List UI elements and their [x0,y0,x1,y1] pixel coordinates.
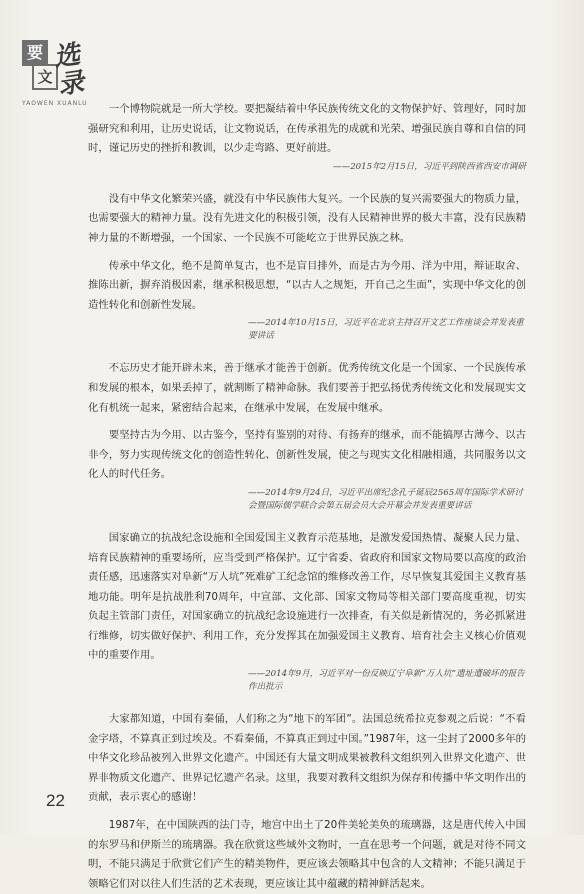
paragraph: 1987年，在中国陕西的法门寺，地宫中出土了20件美轮美奂的琉璃器，这是唐代传入中国的东罗马和伊斯兰的琉璃器。我在欣赏这些域外文物时，一直在思考一个问题，就是对待不同文明，不能只满足于欣赏它们产生的精美物件，更应该去领略其中包含的人文精神；不能只满足于领略它们对以往人们生活的艺术表现，更应该让其中蕴藏的精神鲜活起来。 [88,819,526,890]
excerpt [88,190,526,344]
excerpt [88,529,526,694]
excerpt [88,710,526,894]
source-attribution: ——2014年9月24日，习近平出席纪念孔子诞辰2565周年国际学术研讨会暨国际儒学联合会第五届会员大会开幕会并发表重要讲话 [248,487,523,511]
excerpt [88,100,526,174]
paragraph: 一个博物院就是一所大学校。要把凝结着中华民族传统文化的文物保护好、管理好，同时加强研究和利用，让历史说话，让文物说话，在传承祖先的成就和光荣、增强民族自尊和自信的同时，谨记历史的挫折和教训，以少走弯路、更好前进。 [88,103,526,155]
paragraph: 大家都知道，中国有秦俑，人们称之为“地下的军团”。法国总统希拉克参观之后说：“不看金字塔，不算真正到过埃及。不看秦俑，不算真正到过中国。”1987年，这一尘封了2000多年的中华文化珍品被列入世界文化遗产。中国还有大量文明成果被教科文组织列入世界文化遗产、世界非物质文化遗产、世界记忆遗产名录。这里，我要对教科文组织为保存和传播中华文明作出的贡献，表示衷心的感谢！ [88,713,526,804]
paragraph: 不忘历史才能开辟未来，善于继承才能善于创新。优秀传统文化是一个国家、一个民族传承和发展的根本，如果丢掉了，就割断了精神命脉。我们要善于把弘扬优秀传统文化和发展现实文化有机统一起来，紧密结合起来，在继承中发展，在发展中继承。 [88,362,526,414]
source-attribution: ——2014年10月15日，习近平在北京主持召开文艺工作座谈会并发表重要讲话 [248,318,524,342]
paragraph: 传承中华文化，绝不是简单复古，也不是盲目排外，而是古为今用、洋为中用，辩证取舍、推陈出新，摒弃消极因素，继承积极思想，“以古人之规矩，开自己之生面”，实现中华文化的创造性转化和创新性发展。 [88,259,526,311]
excerpt [88,359,526,513]
logo-char-2: 文 [32,64,58,90]
paragraph: 没有中华文化繁荣兴盛，就没有中华民族伟大复兴。一个民族的复兴需要强大的物质力量，也需要强大的精神力量。没有先进文化的积极引领，没有人民精神世界的极大丰富，没有民族精神力量的不断增强，一个国家、一个民族不可能屹立于世界民族之林。 [88,192,526,244]
logo-english: YAOWEN XUANLU [22,100,88,107]
paragraph: 国家确立的抗战纪念设施和全国爱国主义教育示范基地，是激发爱国热情、凝聚人民力量、培育民族精神的重要场所，应当受到严格保护。辽宁省委、省政府和国家文物局要以高度的政治责任感，迅速落实对阜新“万人坑”死难矿工纪念馆的维修改善工作，尽早恢复其爱国主义教育基地功能。明年是抗战胜利70周年，中宣部、文化部、国家文物局等相关部门要高度重视，切实负起主管部门责任，对国家确立的抗战纪念设施进行一次排查，有关似是新情况的，务必抓紧进行维修，切实做好保护、利用工作，充分发挥其在加强爱国主义教育、培育社会主义核心价值观中的重要作用。 [88,531,526,662]
section-logo [22,40,56,98]
logo-char-1: 要 [22,40,48,66]
source-attribution: ——2014年9月，习近平对一份反映辽宁阜新“万人坑”遗址遭破坏的报告作出批示 [248,669,525,693]
logo-calligraphy: 选录 [52,39,86,101]
page-number: 22 [46,791,65,810]
source-attribution: ——2015年2月15日，习近平到陕西省西安市调研 [333,161,526,172]
article-body [88,100,526,894]
paragraph: 要坚持古为今用、以古鉴今，坚持有鉴别的对待、有扬弃的继承，而不能搞厚古薄今、以古非今，努力实现传统文化的创造性转化、创新性发展，使之与现实文化相融相通，共同服务以文化人的时代任务。 [88,429,526,481]
